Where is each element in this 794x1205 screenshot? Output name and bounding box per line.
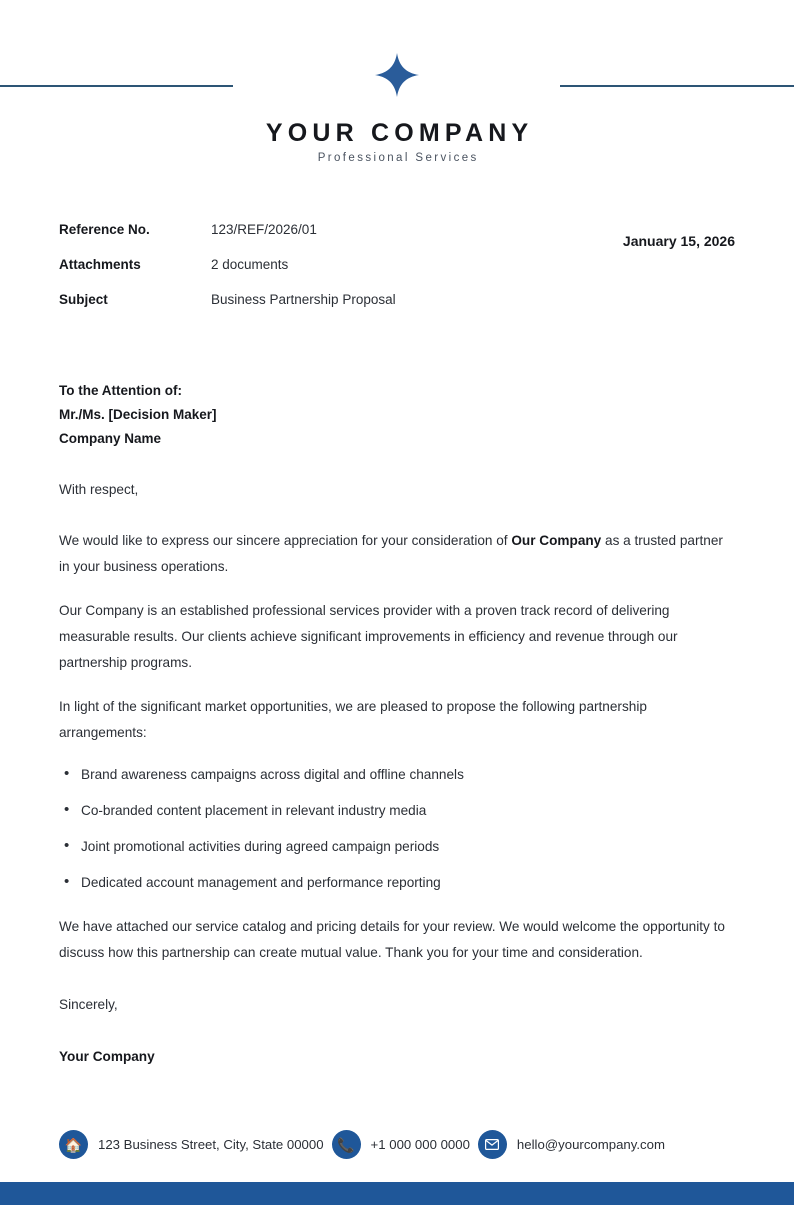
proposal-bullet-list	[59, 764, 735, 894]
letter-date: January 15, 2026	[622, 233, 735, 249]
letter-body	[59, 477, 735, 1070]
salutation: With respect,	[59, 482, 139, 498]
company-name: YOUR COMPANY	[265, 119, 534, 147]
body-paragraph-1-part-a: We would like to express our sincere appreciation for your consideration of	[59, 533, 512, 549]
body-paragraph-1-emphasis: Our Company	[511, 533, 602, 549]
list-item: • Dedicated account management and performance reporting	[59, 872, 735, 894]
header-rule-left	[0, 85, 233, 87]
list-item: • Joint promotional activities during agreed campaign periods	[59, 836, 735, 858]
recipient-block	[59, 379, 735, 452]
table-row	[59, 257, 396, 292]
letter-meta-table	[59, 222, 396, 327]
meta-value-subject: Business Partnership Proposal	[211, 291, 396, 307]
email-icon	[478, 1130, 507, 1159]
home-icon: 🏠	[59, 1130, 88, 1159]
body-paragraph-3: In light of the significant market opportunities, we are pleased to propose the following partnership arrangements:	[59, 699, 647, 741]
body-paragraph-1	[59, 528, 735, 580]
closing-paragraph: We have attached our service catalog and pricing details for your review. We would welcome the opportunity to discuss how this partnership can create mutual value. Thank you for your time and consideration.	[59, 919, 725, 961]
contact-email[interactable]	[478, 1130, 665, 1159]
phone-icon: 📞	[332, 1130, 361, 1159]
contact-address[interactable]	[59, 1130, 324, 1159]
header-rule-right	[560, 85, 794, 87]
footer-accent-bar	[0, 1182, 794, 1205]
contact-address-text: 123 Business Street, City, State 00000	[98, 1137, 324, 1152]
meta-label-subject: Subject	[59, 291, 108, 307]
company-tagline: Professional Services	[317, 152, 479, 164]
four-point-star-diamond-icon	[374, 52, 420, 98]
contact-phone[interactable]	[332, 1130, 470, 1159]
footer-contact-row	[59, 1130, 754, 1159]
meta-label-reference: Reference No.	[59, 222, 150, 237]
contact-phone-text: +1 000 000 0000	[370, 1137, 470, 1152]
letter-meta-block	[59, 222, 735, 327]
recipient-company: Company Name	[59, 431, 162, 447]
letterhead	[0, 0, 794, 180]
recipient-attention-line: To the Attention of:	[59, 382, 182, 398]
list-item: • Co-branded content placement in relevant industry media	[59, 800, 735, 822]
meta-value-reference: 123/REF/2026/01	[211, 222, 317, 237]
meta-value-attachments: 2 documents	[211, 256, 289, 272]
body-paragraph-2: Our Company is an established professional services provider with a proven track record of delivering measurable results. Our clients achieve significant improvements in efficiency and revenue through our partnership programs.	[59, 603, 678, 671]
list-item: • Brand awareness campaigns across digital and offline channels	[59, 764, 735, 786]
table-row	[59, 222, 396, 257]
body-paragraph-1-part-b: as a trusted partner in your business operations.	[59, 533, 723, 575]
meta-label-attachments: Attachments	[59, 256, 141, 272]
contact-email-text: hello@yourcompany.com	[516, 1137, 665, 1152]
signature-name: Your Company	[59, 1049, 155, 1065]
table-row	[59, 292, 396, 327]
recipient-person: Mr./Ms. [Decision Maker]	[59, 406, 217, 422]
letter-content	[59, 222, 735, 1070]
signoff-line: Sincerely,	[59, 997, 118, 1013]
